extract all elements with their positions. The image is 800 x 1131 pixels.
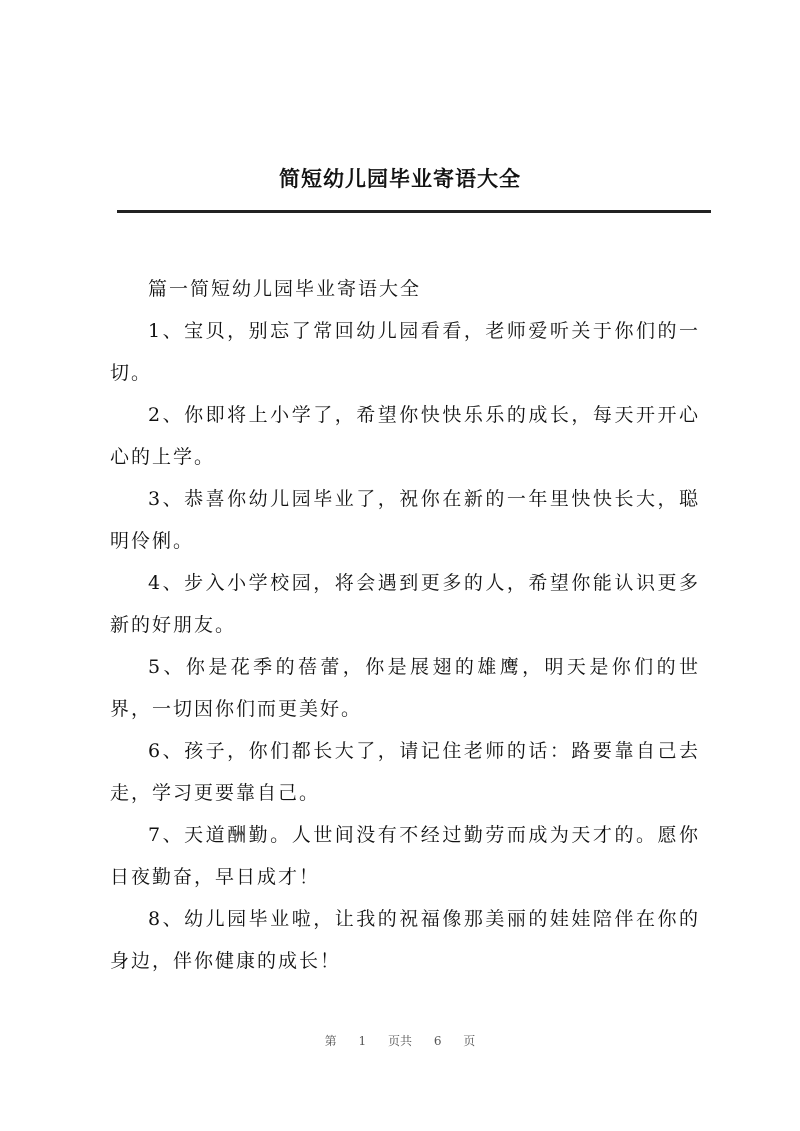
paragraph-5: 5、你是花季的蓓蕾，你是展翅的雄鹰，明天是你们的世界，一切因你们而更美好。 bbox=[110, 656, 700, 720]
paragraph-1: 1、宝贝，别忘了常回幼儿园看看，老师爱听关于你们的一切。 bbox=[110, 320, 700, 384]
footer-current-page: 1 bbox=[358, 1034, 367, 1048]
paragraph-4: 4、步入小学校园，将会遇到更多的人，希望你能认识更多新的好朋友。 bbox=[110, 572, 700, 636]
document-body bbox=[110, 268, 700, 982]
footer-middle: 页共 bbox=[387, 1034, 412, 1048]
paragraph-2: 2、你即将上小学了，希望你快快乐乐的成长，每天开开心心的上学。 bbox=[110, 404, 700, 468]
section-heading: 篇一简短幼儿园毕业寄语大全 bbox=[148, 278, 422, 300]
page-footer bbox=[0, 1032, 800, 1049]
footer-prefix: 第 bbox=[324, 1034, 337, 1048]
footer-total-pages: 6 bbox=[433, 1034, 442, 1048]
document-title: 简短幼儿园毕业寄语大全 bbox=[279, 166, 521, 191]
paragraph-3: 3、恭喜你幼儿园毕业了，祝你在新的一年里快快长大，聪明伶俐。 bbox=[110, 488, 700, 552]
paragraph-6: 6、孩子，你们都长大了，请记住老师的话：路要靠自己去走，学习更要靠自己。 bbox=[110, 740, 700, 804]
paragraph-8: 8、幼儿园毕业啦，让我的祝福像那美丽的娃娃陪伴在你的身边，伴你健康的成长！ bbox=[110, 908, 700, 972]
paragraph-7: 7、天道酬勤。人世间没有不经过勤劳而成为天才的。愿你日夜勤奋，早日成才！ bbox=[110, 824, 700, 888]
footer-suffix: 页 bbox=[463, 1034, 476, 1048]
title-underline bbox=[117, 210, 711, 213]
